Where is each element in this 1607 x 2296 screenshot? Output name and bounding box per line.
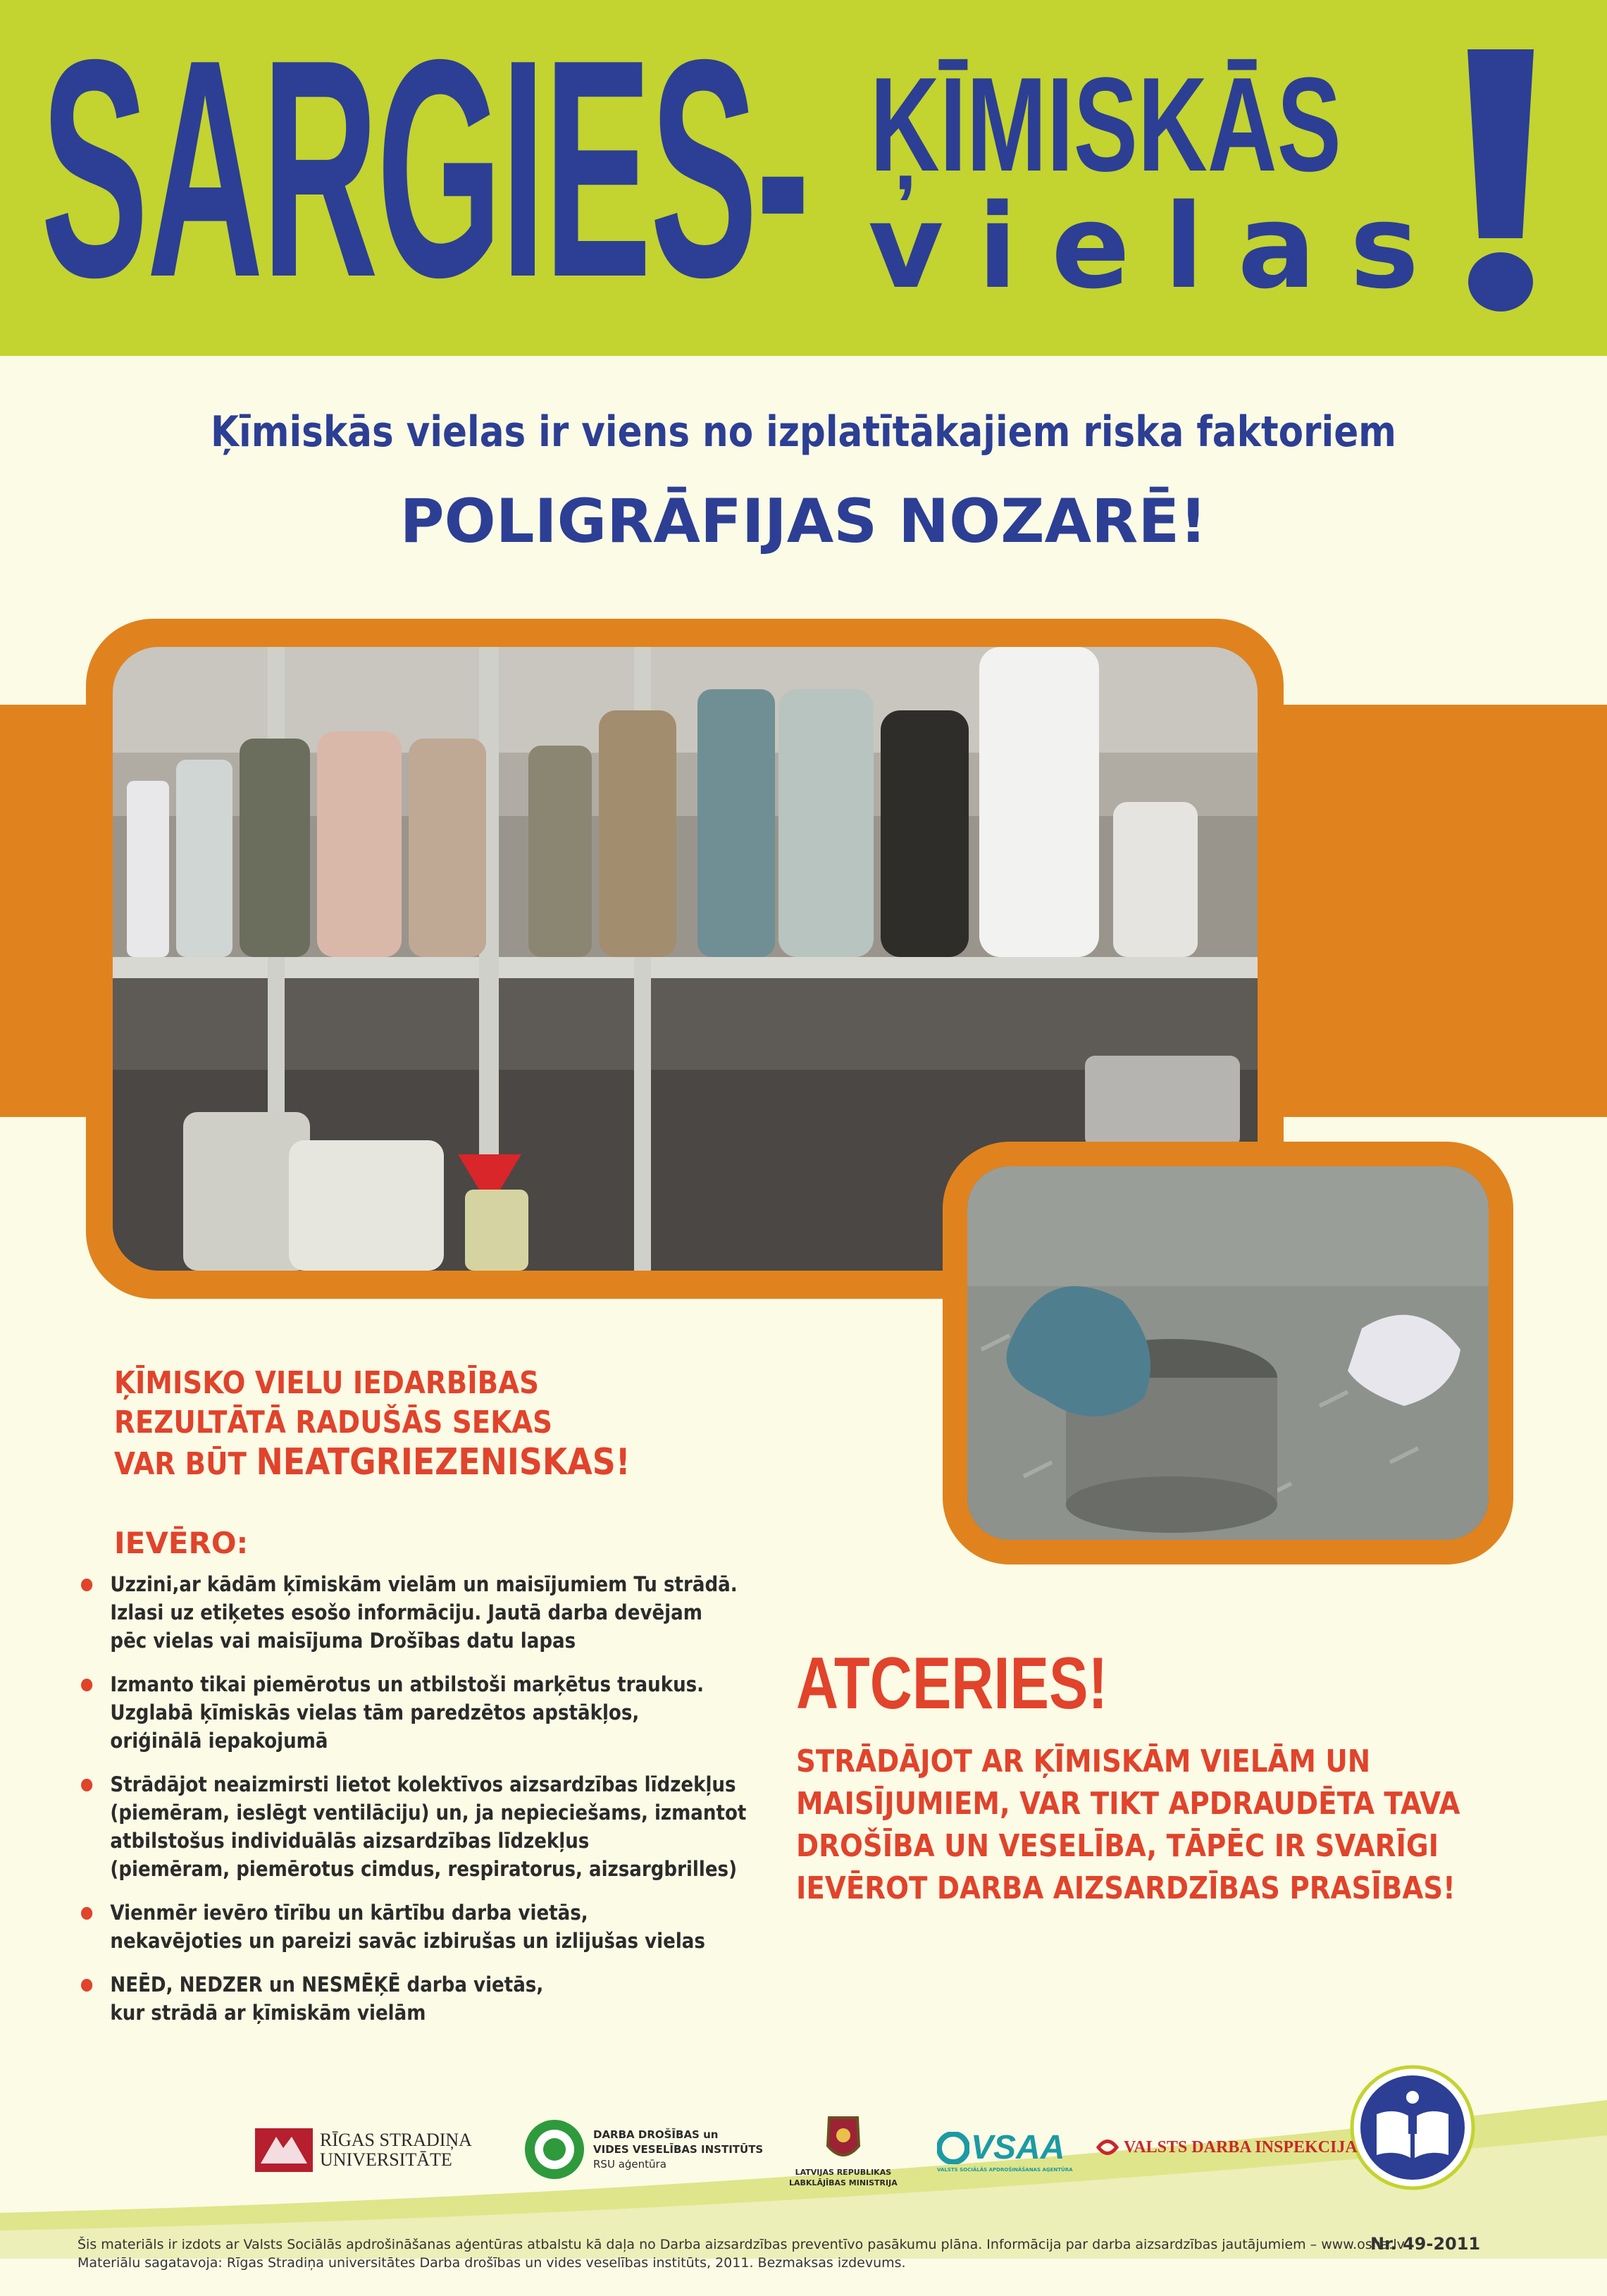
title-kimiskas: ĶĪMISKĀS bbox=[870, 50, 1341, 199]
ddvvi-logo-icon bbox=[523, 2118, 586, 2181]
vdi-logo-icon bbox=[1096, 2135, 1119, 2159]
logo-vsaa bbox=[937, 2128, 1073, 2173]
list-item bbox=[81, 1970, 839, 2027]
atceries-line: MAISĪJUMIEM, VAR TIKT APDRAUDĒTA TAVA bbox=[796, 1786, 1460, 1822]
rags-bucket-photo-icon bbox=[967, 1166, 1489, 1540]
vdi-name: VALSTS DARBA INSPEKCIJA bbox=[1124, 2137, 1358, 2156]
list-item bbox=[81, 1770, 839, 1883]
vsaa-logo-icon bbox=[937, 2132, 969, 2164]
atceries-line: IEVĒROT DARBA AIZSARDZĪBAS PRASĪBAS! bbox=[796, 1870, 1456, 1906]
list-item-line: Izlasi uz etiķetes esošo informāciju. Jautā darba devējam bbox=[110, 1600, 702, 1624]
ievero-list bbox=[81, 1570, 828, 2042]
lm-line2: LABKLĀJĪBAS MINISTRIJA bbox=[789, 2178, 898, 2187]
atceries-line: DROŠĪBA UN VESELĪBA, TĀPĒC IR SVARĪGI bbox=[796, 1828, 1439, 1864]
atceries-line: STRĀDĀJOT AR ĶĪMISKĀM VIELĀM UN bbox=[796, 1743, 1371, 1779]
consequences-prefix: VAR BŪT bbox=[114, 1446, 256, 1482]
list-item-line: (piemēram, ieslēgt ventilāciju) un, ja nepieciešams, izmantot bbox=[110, 1801, 747, 1825]
list-item bbox=[81, 1570, 839, 1655]
rsu-logo-icon bbox=[255, 2128, 313, 2172]
lm-line1: LATVIJAS REPUBLIKAS bbox=[795, 2168, 892, 2177]
ddvvi-line3: RSU aģentūra bbox=[593, 2157, 666, 2171]
list-item-line: Strādājot neaizmirsti lietot kolektīvos aizsardzības līdzekļus bbox=[110, 1772, 736, 1796]
logo-ddvvi bbox=[523, 2118, 763, 2181]
footnote-line2: Materiālu sagatavoja: Rīgas Stradiņa universitātes Darba drošības un vides veselības institūts, 2011. Bezmaksas izdevums. bbox=[77, 2255, 906, 2271]
list-item-line: Vienmēr ievēro tīrību un kārtību darba vietās, bbox=[110, 1901, 588, 1925]
ddvvi-line1: DARBA DROŠĪBAS un bbox=[593, 2128, 719, 2141]
list-item-line: NEĒD, NEDZER un NESMĒĶĒ darba vietās, bbox=[110, 1973, 544, 1996]
title-sargies: SARGIES- bbox=[41, 0, 809, 342]
consequences-line3 bbox=[114, 1443, 631, 1484]
rsu-name-line2: UNIVERSITĀTE bbox=[320, 2149, 452, 2170]
list-item-line: Uzglabā ķīmiskās vielas tām paredzētos apstākļos, bbox=[110, 1701, 640, 1724]
footnote bbox=[77, 2235, 1405, 2272]
coat-of-arms-icon bbox=[815, 2111, 871, 2167]
title-vielas: vielas bbox=[868, 179, 1453, 314]
list-item-line: Izmanto tikai piemērotus un atbilstoši marķētus traukus. bbox=[110, 1672, 705, 1696]
subtitle-line2: POLIGRĀFIJAS NOZARĒ! bbox=[399, 486, 1208, 557]
list-item-line: atbilstošus individuālās aizsardzības līdzekļus bbox=[110, 1829, 590, 1853]
consequences-line1: ĶĪMISKO VIELU IEDARBĪBAS bbox=[114, 1365, 540, 1401]
info-book-icon[interactable] bbox=[1350, 2065, 1475, 2190]
logo-rsu bbox=[255, 2128, 472, 2172]
vsaa-name: VSAA bbox=[971, 2129, 1065, 2166]
footnote-line1: Šis materiāls ir izdots ar Valsts Sociālās apdrošināšanas aģentūras atbalstu kā daļa no Darba aizsardzības preventīvo pasākumu plāna. Informācija par darba aizsardzības jautājumiem – www.osha.lv bbox=[77, 2237, 1405, 2252]
subtitle-line1: Ķīmiskās vielas ir viens no izplatītākajiem riska faktoriem bbox=[211, 407, 1396, 457]
atceries-body bbox=[796, 1741, 1503, 1910]
issue-number: Nr. 49-2011 bbox=[1370, 2234, 1481, 2254]
consequences-line2: REZULTĀTĀ RADUŠĀS SEKAS bbox=[114, 1405, 553, 1440]
vsaa-subtitle: VALSTS SOCIĀLĀS APDROŠINĀŠANAS AĢENTŪRA bbox=[937, 2167, 1073, 2173]
list-item-line: kur strādā ar ķīmiskām vielām bbox=[110, 2001, 426, 2025]
list-item-line: Uzzini,ar kādām ķīmiskām vielām un maisījumiem Tu strādā. bbox=[110, 1572, 738, 1596]
logo-vdi bbox=[1096, 2135, 1358, 2159]
list-item-line: (piemēram, piemērotus cimdus, respiratorus, aizsargbrilles) bbox=[110, 1857, 737, 1881]
list-item-line: pēc vielas vai maisījuma Drošības datu lapas bbox=[110, 1629, 576, 1653]
consequences-emphasis: NEATGRIEZENISKAS! bbox=[256, 1441, 631, 1483]
consequences-heading bbox=[114, 1364, 631, 1484]
header-banner bbox=[0, 0, 1607, 356]
atceries-heading: ATCERIES! bbox=[796, 1643, 1108, 1724]
ddvvi-line2: VIDES VESELĪBAS INSTITŪTS bbox=[593, 2142, 764, 2156]
photo-rags-bucket bbox=[967, 1166, 1489, 1540]
exclamation-icon bbox=[1462, 49, 1539, 314]
rsu-name-line1: RĪGAS STRADIŅA bbox=[320, 2130, 472, 2150]
list-item-line: nekavējoties un pareizi savāc izbirušas un izlijušas vielas bbox=[110, 1929, 705, 1953]
list-item bbox=[81, 1899, 839, 1955]
ievero-heading: IEVĒRO: bbox=[114, 1526, 249, 1560]
list-item-line: oriģinālā iepakojumā bbox=[110, 1729, 328, 1753]
list-item bbox=[81, 1670, 839, 1755]
logo-lm bbox=[789, 2111, 898, 2188]
